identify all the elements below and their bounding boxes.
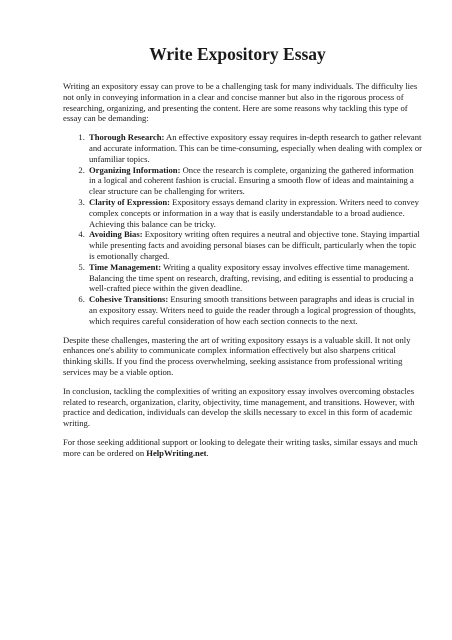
list-item-text: Once the research is complete, organizing the gathered information in a logical and coherent fashion is crucial. Ensuring a smooth flow of ideas and maintaining a clear structure can be challenging for writers. bbox=[89, 164, 414, 197]
closing-period: . bbox=[206, 447, 209, 458]
list-item bbox=[87, 294, 422, 326]
list-item-text: An effective expository essay requires in-depth research to gather relevant and accurate information. This can be time-consuming, especially when dealing with complex or unfamiliar topics. bbox=[89, 132, 422, 164]
list-item bbox=[87, 132, 422, 164]
list-item-heading: Avoiding Bias: bbox=[89, 229, 143, 240]
list-item bbox=[87, 262, 422, 294]
closing-text: For those seeking additional support or looking to delegate their writing tasks, similar essays and much more can be ordered on bbox=[63, 436, 418, 458]
list-item-text: Expository essays demand clarity in expression. Writers need to convey complex concepts or information in a way that is easily understandable to a broad audience. Achieving this balance can be tricky. bbox=[89, 196, 419, 229]
list-item bbox=[87, 229, 422, 261]
reasons-list bbox=[63, 132, 422, 326]
list-item-text: Expository writing often requires a neutral and objective tone. Staying impartial while presenting facts and avoiding personal biases can be difficult, particularly when the topic is emotionally charged. bbox=[89, 229, 420, 261]
intro-paragraph: Writing an expository essay can prove to be a challenging task for many individuals. The difficulty lies not only in conveying information in a clear and concise manner but also in the rigorous process of researching, organizing, and presenting the content. Here are some reasons why tackling this type of essay can be demanding: bbox=[63, 81, 418, 124]
closing-paragraph bbox=[63, 437, 422, 459]
list-item-heading: Cohesive Transitions: bbox=[89, 294, 169, 305]
list-item-heading: Clarity of Expression: bbox=[89, 196, 171, 207]
page-title: Write Expository Essay bbox=[149, 44, 326, 64]
list-item bbox=[87, 165, 422, 197]
list-item-heading: Thorough Research: bbox=[89, 132, 165, 143]
conclusion-paragraph: In conclusion, tackling the complexities of writing an expository essay involves overcoming obstacles related to research, organization, clarity, objectivity, time management, and transitions. However, with practice and dedication, individuals can develop the skills necessary to excel in this form of academic writing. bbox=[63, 385, 415, 429]
list-item-text: Writing a quality expository essay involves effective time management. Balancing the time spent on research, drafting, revising, and editing is essential to producing a well-crafted piece within the given deadline. bbox=[89, 261, 414, 294]
list-item-text: Ensuring smooth transitions between paragraphs and ideas is crucial in an expository essay. Writers need to guide the reader through a logical progression of thoughts, which requires careful consideration of how each section connects to the next. bbox=[89, 294, 416, 326]
challenges-paragraph: Despite these challenges, mastering the art of writing expository essays is a valuable skill. It not only enhances one's ability to communicate complex information effectively but also sharpens critical thinking skills. If you find the process overwhelming, seeking assistance from professional writing services may be a viable option. bbox=[63, 334, 411, 377]
list-item-heading: Time Management: bbox=[89, 261, 162, 272]
list-item bbox=[87, 197, 422, 229]
helpwriting-link[interactable]: HelpWriting.net bbox=[146, 447, 207, 458]
list-item-heading: Organizing Information: bbox=[89, 164, 181, 175]
